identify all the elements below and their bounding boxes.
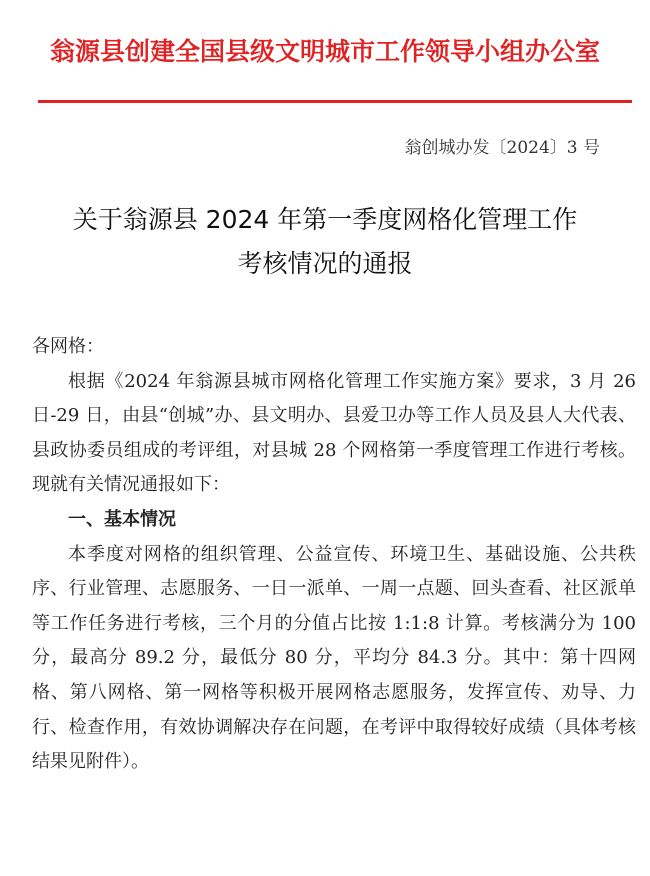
section-paragraph-basic-situation: 本季度对网格的组织管理、公益宣传、环境卫生、基础设施、公共秩序、行业管理、志愿服务、一日一派单、一周一点题、回头查看、社区派单等工作任务进行考核，三个月的分值占比按 1:1:8 计算。考核满分为 100 分，最高分 89.2 分，最低分 80 分，平均分 84.3 分。其中：第十四网格、第八网格、第一网格等积极开展网格志愿服务，发挥宣传、劝导、力行、检查作用，有效协调解决存在问题，在考评中取得较好成绩（具体考核结果见附件）。	[32, 543, 636, 773]
document-number: 翁创城办发〔2024〕3 号	[404, 138, 600, 158]
issuing-organization-header: 翁源县创建全国县级文明城市工作领导小组办公室	[49, 37, 600, 66]
document-title	[0, 198, 650, 286]
title-line-1: 关于翁源县 2024 年第一季度网格化管理工作	[72, 205, 578, 234]
intro-paragraph: 根据《2024 年翁源县城市网格化管理工作实施方案》要求，3 月 26 日-29 日，由县“创城”办、县文明办、县爱卫办等工作人员及县人大代表、县政协委员组成的考评组，对县城 28 个网格第一季度管理工作进行考核。现就有关情况通报如下：	[32, 370, 636, 496]
document-body	[32, 330, 636, 780]
title-line-2: 考核情况的通报	[237, 249, 413, 278]
salutation: 各网格：	[32, 336, 104, 357]
section-heading-basic-situation: 一、基本情况	[68, 508, 176, 530]
red-header-rule	[38, 100, 632, 103]
